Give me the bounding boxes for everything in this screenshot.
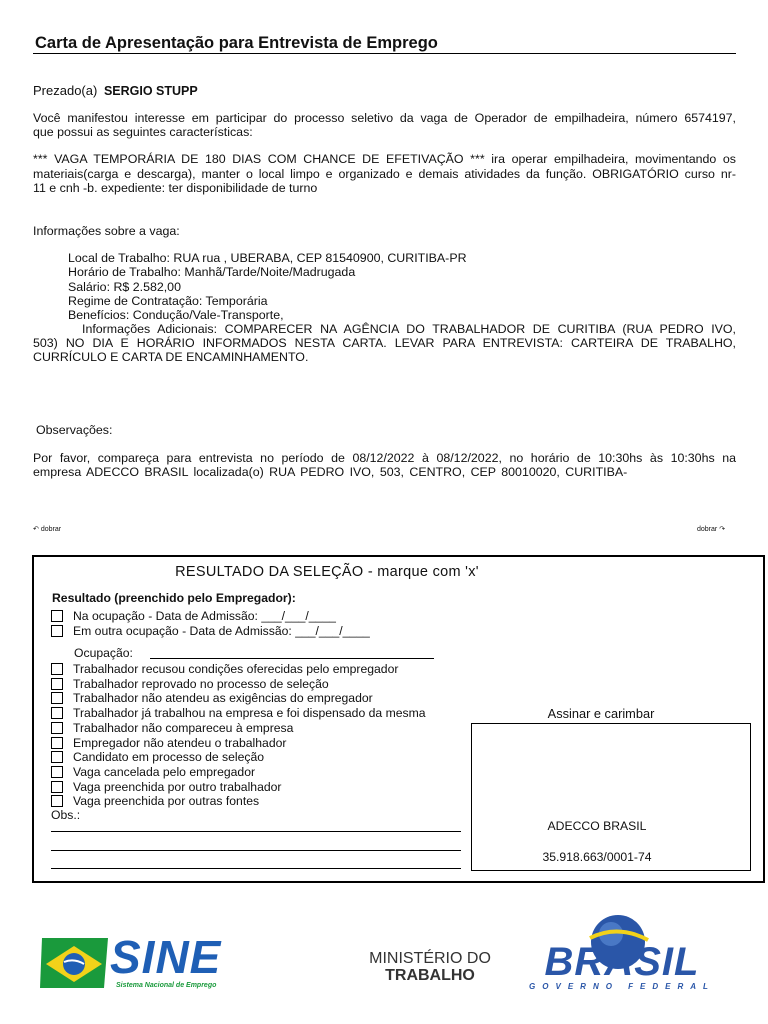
ministry-logo bbox=[360, 950, 500, 984]
observations-line-2: empresa ADECCO BRASIL localizada(o) RUA PEDRO IVO, 503, CENTRO, CEP 80010020, CURITIBA- bbox=[33, 465, 628, 479]
ministry-line-2: TRABALHO bbox=[385, 967, 475, 984]
intro-line-1: Você manifestou interesse em participar do processo seletivo da vaga de Operador de empilhadeira, número 6574197, bbox=[33, 111, 736, 125]
reason-option[interactable] bbox=[51, 765, 255, 779]
observations-heading: Observações: bbox=[36, 423, 113, 437]
reason-option[interactable] bbox=[51, 721, 293, 735]
checkbox[interactable] bbox=[51, 678, 63, 690]
checkbox[interactable] bbox=[51, 692, 63, 704]
ministry-line-1: MINISTÉRIO DO bbox=[369, 950, 491, 967]
reason-option[interactable] bbox=[51, 706, 426, 720]
signature-stamp-box[interactable] bbox=[471, 723, 751, 871]
sine-subtitle: Sistema Nacional de Emprego bbox=[116, 982, 217, 989]
reason-option[interactable] bbox=[51, 750, 264, 764]
checkbox[interactable] bbox=[51, 737, 63, 749]
checkbox[interactable] bbox=[51, 795, 63, 807]
info-local: Local de Trabalho: RUA rua , UBERABA, CEP 81540900, CURITIBA-PR bbox=[68, 251, 467, 265]
checkbox[interactable] bbox=[51, 610, 63, 622]
reason-label: Empregador não atendeu o trabalhador bbox=[73, 735, 287, 750]
fold-arrow-icon: ↷ bbox=[719, 526, 726, 533]
reason-label: Candidato em processo de seleção bbox=[73, 750, 265, 765]
candidate-name: SERGIO STUPP bbox=[103, 84, 198, 98]
reason-label: Trabalhador não compareceu à empresa bbox=[73, 720, 294, 735]
admission-option-same[interactable] bbox=[51, 609, 336, 623]
reason-option[interactable] bbox=[51, 691, 373, 705]
sine-flag-icon bbox=[38, 934, 110, 992]
obs-line-3[interactable] bbox=[51, 868, 461, 869]
checkbox[interactable] bbox=[51, 722, 63, 734]
sine-logo bbox=[38, 932, 258, 994]
reason-option[interactable] bbox=[51, 677, 329, 691]
checkbox[interactable] bbox=[51, 663, 63, 675]
info-adicionais-line-1: Informações Adicionais: COMPARECER NA AGÊNCIA DO TRABALHADOR DE CURITIBA (RUA PEDRO IVO, bbox=[82, 322, 736, 336]
reason-label: Vaga cancelada pelo empregador bbox=[73, 764, 256, 779]
obs-line-1[interactable] bbox=[51, 831, 461, 832]
company-cnpj: 35.918.663/0001-74 bbox=[542, 850, 652, 864]
reason-label: Trabalhador não atendeu as exigências do empregador bbox=[73, 691, 373, 706]
fold-label-right: dobrar bbox=[697, 526, 718, 533]
checkbox[interactable] bbox=[51, 707, 63, 719]
info-adicionais-line-3: CURRÍCULO E CARTA DE ENCAMINHAMENTO. bbox=[33, 350, 309, 364]
reason-option[interactable] bbox=[51, 794, 259, 808]
company-name: ADECCO BRASIL bbox=[547, 819, 647, 833]
obs-label: Obs.: bbox=[51, 808, 81, 822]
fold-mark-left bbox=[33, 525, 61, 533]
option-label: Na ocupação - Data de Admissão: ___/___/____ bbox=[73, 609, 336, 623]
reason-label: Trabalhador recusou condições oferecidas pelo empregador bbox=[73, 662, 399, 676]
greeting bbox=[33, 84, 198, 99]
brasil-subtitle: GOVERNO FEDERAL bbox=[529, 982, 715, 991]
greeting-label: Prezado(a) bbox=[33, 83, 98, 98]
reason-option[interactable] bbox=[51, 736, 286, 750]
info-beneficios: Benefícios: Condução/Vale-Transporte, bbox=[68, 308, 284, 322]
info-adicionais-line-2: 503) NO DIA E HORÁRIO INFORMADOS NESTA CARTA. LEVAR PARA ENTREVISTA: CARTEIRA DE TRABALHO, bbox=[33, 336, 736, 350]
reason-label: Vaga preenchida por outras fontes bbox=[73, 794, 260, 809]
description-line-2: materiais(carga e descarga), manter o local limpo e organizado e demais atividades da função. OBRIGATÓRIO curso nr- bbox=[33, 167, 736, 181]
occupation-input-line[interactable] bbox=[150, 658, 434, 659]
info-horario: Horário de Trabalho: Manhã/Tarde/Noite/Madrugada bbox=[68, 265, 356, 279]
obs-line-2[interactable] bbox=[51, 850, 461, 851]
fold-mark-right bbox=[697, 525, 725, 533]
fold-arrow-icon: ↶ bbox=[33, 526, 39, 533]
reason-label: Trabalhador reprovado no processo de seleção bbox=[73, 676, 329, 691]
info-salario: Salário: R$ 2.582,00 bbox=[68, 280, 181, 294]
stamp-label: Assinar e carimbar bbox=[547, 706, 655, 721]
brasil-logo bbox=[518, 912, 728, 994]
intro-line-2: que possui as seguintes características: bbox=[33, 125, 253, 139]
option-label: Em outra ocupação - Data de Admissão: ___/___/____ bbox=[73, 624, 370, 638]
brasil-logo-text: BRASIL bbox=[544, 940, 700, 984]
observations-line-1: Por favor, compareça para entrevista no período de 08/12/2022 à 08/12/2022, no horário de 10:30hs às 10:30hs na bbox=[33, 451, 736, 465]
admission-option-other[interactable] bbox=[51, 624, 370, 638]
checkbox[interactable] bbox=[51, 751, 63, 763]
reason-label: Trabalhador já trabalhou na empresa e foi dispensado da mesma bbox=[73, 706, 426, 721]
checkbox[interactable] bbox=[51, 766, 63, 778]
reason-option[interactable] bbox=[51, 662, 398, 676]
checkbox[interactable] bbox=[51, 781, 63, 793]
info-regime: Regime de Contratação: Temporária bbox=[68, 294, 268, 308]
info-heading: Informações sobre a vaga: bbox=[33, 224, 180, 238]
occupation-label: Ocupação: bbox=[74, 646, 133, 660]
description-line-1: *** VAGA TEMPORÁRIA DE 180 DIAS COM CHANCE DE EFETIVAÇÃO *** ira operar empilhadeira, movimentando os bbox=[33, 152, 736, 166]
title-divider bbox=[33, 53, 736, 54]
reason-option[interactable] bbox=[51, 780, 281, 794]
fold-label-left: dobrar bbox=[40, 526, 62, 533]
sine-logo-text: SINE bbox=[110, 931, 222, 983]
result-title: RESULTADO DA SELEÇÃO - marque com 'x' bbox=[175, 564, 479, 580]
page-title: Carta de Apresentação para Entrevista de Emprego bbox=[35, 34, 438, 52]
reason-label: Vaga preenchida por outro trabalhador bbox=[73, 779, 282, 794]
checkbox[interactable] bbox=[51, 625, 63, 637]
description-line-3: 11 e cnh -b. expediente: ter disponibilidade de turno bbox=[33, 181, 318, 195]
result-subtitle: Resultado (preenchido pelo Empregador): bbox=[52, 591, 296, 605]
